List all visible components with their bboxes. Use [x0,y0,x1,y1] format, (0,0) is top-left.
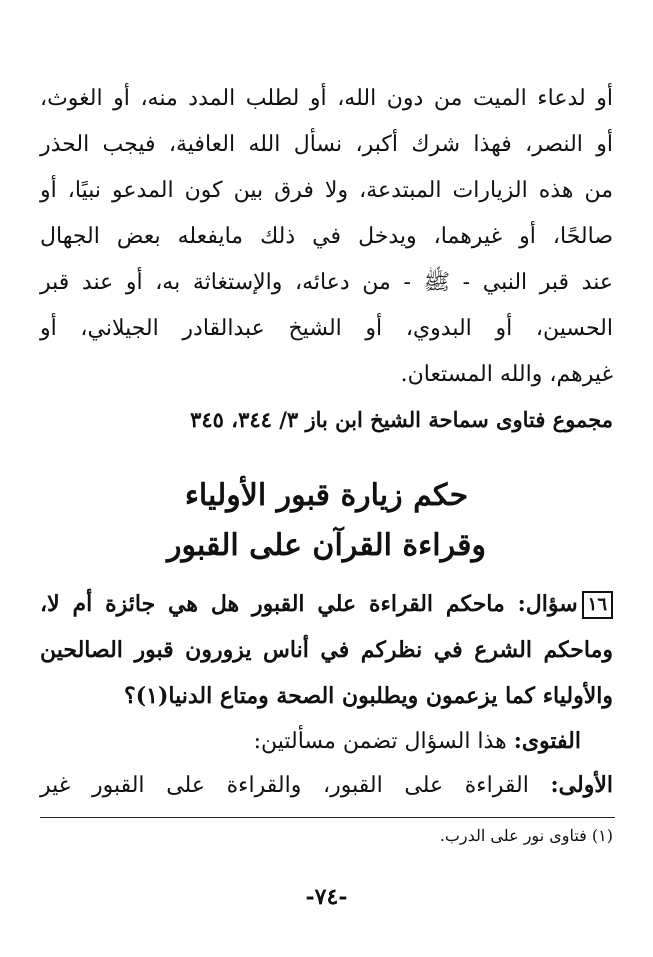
fatwa-text: هذا السؤال تضمن مسألتين: [253,729,507,754]
question-number-box: ١٦ [582,591,613,619]
body-line-6: الحسين، أو البدوي، أو الشيخ عبدالقادر الجيلاني، أو [40,316,613,341]
section-heading-line-1: حكم زيارة قبور الأولياء [184,478,469,513]
question-line-2: وماحكم الشرع في نظركم في أناس يزورون قبور الصالحين [40,637,613,663]
page-number: -٧٤- [305,884,348,910]
fatwa-label: الفتوى: [513,728,581,754]
footnote-divider [40,817,615,818]
section-heading-line-2: وقراءة القرآن على القبور [167,528,486,563]
source-citation: مجموع فتاوى سماحة الشيخ ابن باز ٣/ ٣٤٤، ٣٤٥ [190,407,613,432]
body-line-7: غيرهم، والله المستعان. [400,362,613,387]
first-issue-line [40,770,613,801]
question-line-3: والأولياء كما يزعمون ويطلبون الصحة ومتاع الدنيا(١)؟ [124,683,613,709]
question-text-1: سؤال: ماحكم القراءة علي القبور هل هي جائزة أم لا، [40,591,578,617]
footnote: (١) فتاوى نور على الدرب. [439,826,613,845]
first-issue-label: الأولى: [550,772,613,798]
body-line-1: أو لدعاء الميت من دون الله، أو لطلب المدد منه، أو الغوث، [40,86,613,111]
body-line-4: صالحًا، أو غيرهما، ويدخل في ذلك مايفعله بعض الجهال [40,224,613,249]
body-line-5: عند قبر النبي - ﷺ - من دعائه، والإستغاثة به، أو عند قبر [40,270,613,295]
fatwa-line [40,726,581,757]
question-line-1 [40,588,613,620]
body-line-3: من هذه الزيارات المبتدعة، ولا فرق بين كون المدعو نبيًا، أو [40,178,613,203]
body-line-2: أو النصر، فهذا شرك أكبر، نسأل الله العافية، فيجب الحذر [40,132,613,157]
first-issue-text: القراءة على القبور، والقراءة على القبور غير [40,773,529,798]
